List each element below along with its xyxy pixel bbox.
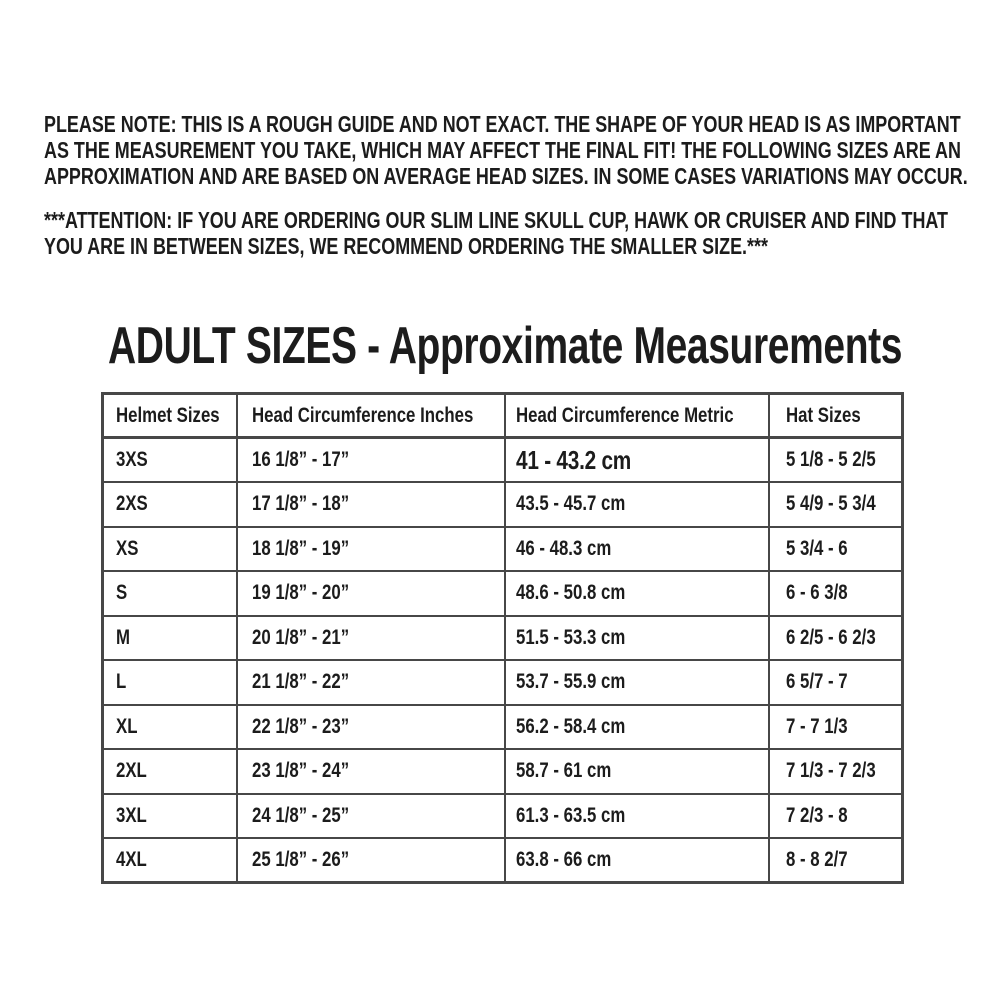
cell-helmet-size (103, 705, 237, 750)
cell-value: 5 1/8 - 5 2/5 (785, 448, 876, 471)
cell-value: 4XL (116, 848, 147, 871)
cell-value: 48.6 - 50.8 cm (515, 581, 625, 605)
table-row (103, 527, 903, 572)
col-header-hat-sizes (769, 394, 903, 438)
col-header-label: Helmet Sizes (116, 403, 220, 427)
cell-value: M (116, 625, 130, 649)
cell-hat-size (769, 571, 903, 616)
attention-paragraph (44, 207, 1000, 259)
cell-hat-size (769, 438, 903, 483)
cell-hat-size (769, 482, 903, 527)
cell-helmet-size (103, 571, 237, 616)
cell-value: 8 - 8 2/7 (785, 848, 848, 871)
cell-helmet-size (103, 616, 237, 661)
cell-helmet-size (103, 527, 237, 572)
cell-metric-range (505, 571, 769, 616)
col-header-inches (237, 394, 505, 438)
cell-helmet-size (103, 660, 237, 705)
col-header-label: Head Circumference Inches (251, 403, 473, 427)
cell-helmet-size (103, 794, 237, 839)
cell-value: L (116, 670, 127, 694)
cell-value: 43.5 - 45.7 cm (515, 492, 625, 516)
note-line: APPROXIMATION AND ARE BASED ON AVERAGE HEAD SIZES. IN SOME CASES VARIATIONS MAY OCCUR. (44, 163, 968, 189)
cell-hat-size (769, 838, 903, 883)
cell-metric-range (505, 660, 769, 705)
note-line: AS THE MEASUREMENT YOU TAKE, WHICH MAY AFFECT THE FINAL FIT! THE FOLLOWING SIZES ARE AN (44, 137, 961, 163)
cell-metric-range (505, 482, 769, 527)
cell-value: 22 1/8” - 23” (251, 714, 349, 738)
cell-value: 6 2/5 - 6 2/3 (785, 625, 876, 649)
cell-value: 16 1/8” - 17” (251, 448, 349, 471)
cell-value: 24 1/8” - 25” (251, 803, 349, 827)
cell-hat-size (769, 616, 903, 661)
cell-inches-range (237, 438, 505, 483)
cell-metric-range (505, 838, 769, 883)
note-paragraph (44, 111, 1000, 189)
table-row (103, 616, 903, 661)
cell-inches-range (237, 616, 505, 661)
cell-value: S (116, 581, 128, 605)
table-row (103, 438, 903, 483)
cell-value: 3XS (116, 448, 148, 471)
table-row (103, 705, 903, 750)
cell-helmet-size (103, 838, 237, 883)
cell-value: 2XS (116, 492, 148, 516)
attention-line: ***ATTENTION: IF YOU ARE ORDERING OUR SLIM LINE SKULL CUP, HAWK OR CRUISER AND FIND THAT (44, 207, 949, 233)
cell-value: 7 2/3 - 8 (785, 803, 848, 827)
cell-metric-range (505, 616, 769, 661)
cell-value: 19 1/8” - 20” (251, 581, 349, 605)
table-row (103, 482, 903, 527)
cell-metric-range (505, 438, 769, 483)
cell-metric-range (505, 705, 769, 750)
cell-metric-range (505, 527, 769, 572)
cell-value: 61.3 - 63.5 cm (515, 803, 625, 827)
cell-inches-range (237, 749, 505, 794)
note-line: PLEASE NOTE: THIS IS A ROUGH GUIDE AND NOT EXACT. THE SHAPE OF YOUR HEAD IS AS IMPORTANT (44, 111, 961, 137)
cell-inches-range (237, 705, 505, 750)
cell-value: XS (116, 536, 139, 560)
attention-line: YOU ARE IN BETWEEN SIZES, WE RECOMMEND ORDERING THE SMALLER SIZE.*** (44, 233, 768, 259)
col-header-metric (505, 394, 769, 438)
cell-value: 3XL (116, 803, 147, 827)
table-row (103, 749, 903, 794)
cell-hat-size (769, 660, 903, 705)
cell-inches-range (237, 527, 505, 572)
cell-hat-size (769, 794, 903, 839)
cell-value: XL (116, 714, 138, 738)
table-row (103, 794, 903, 839)
cell-metric-range (505, 749, 769, 794)
table-header-row (103, 394, 903, 438)
cell-helmet-size (103, 438, 237, 483)
cell-value: 2XL (116, 759, 147, 783)
cell-inches-range (237, 571, 505, 616)
cell-hat-size (769, 749, 903, 794)
cell-value: 63.8 - 66 cm (515, 848, 611, 871)
adult-sizes-table (101, 392, 904, 884)
cell-value: 6 5/7 - 7 (785, 670, 848, 694)
cell-helmet-size (103, 749, 237, 794)
col-header-label: Head Circumference Metric (515, 403, 734, 427)
cell-value: 46 - 48.3 cm (515, 536, 611, 560)
size-table (101, 392, 901, 884)
cell-inches-range (237, 482, 505, 527)
cell-inches-range (237, 838, 505, 883)
cell-inches-range (237, 660, 505, 705)
cell-value: 58.7 - 61 cm (515, 759, 611, 783)
size-table-body (103, 438, 903, 883)
table-row (103, 660, 903, 705)
cell-value: 20 1/8” - 21” (251, 625, 349, 649)
cell-value: 23 1/8” - 24” (251, 759, 349, 783)
col-header-label: Hat Sizes (785, 403, 861, 427)
cell-value: 25 1/8” - 26” (251, 848, 349, 871)
col-header-helmet-sizes (103, 394, 237, 438)
table-row (103, 838, 903, 883)
cell-value: 51.5 - 53.3 cm (515, 625, 625, 649)
cell-value: 53.7 - 55.9 cm (515, 670, 625, 694)
table-row (103, 571, 903, 616)
cell-inches-range (237, 794, 505, 839)
cell-value: 17 1/8” - 18” (251, 492, 349, 516)
cell-hat-size (769, 527, 903, 572)
cell-value: 21 1/8” - 22” (251, 670, 349, 694)
cell-value: 7 1/3 - 7 2/3 (785, 759, 876, 783)
cell-value: 18 1/8” - 19” (251, 536, 349, 560)
cell-value: 7 - 7 1/3 (785, 714, 848, 738)
cell-value: 41 - 43.2 cm (515, 444, 631, 475)
page-title: ADULT SIZES - Approximate Measurements (108, 317, 903, 375)
cell-value: 6 - 6 3/8 (785, 581, 848, 605)
cell-metric-range (505, 794, 769, 839)
cell-value: 5 4/9 - 5 3/4 (785, 492, 876, 516)
cell-value: 5 3/4 - 6 (785, 536, 848, 560)
cell-hat-size (769, 705, 903, 750)
cell-helmet-size (103, 482, 237, 527)
cell-value: 56.2 - 58.4 cm (515, 714, 625, 738)
